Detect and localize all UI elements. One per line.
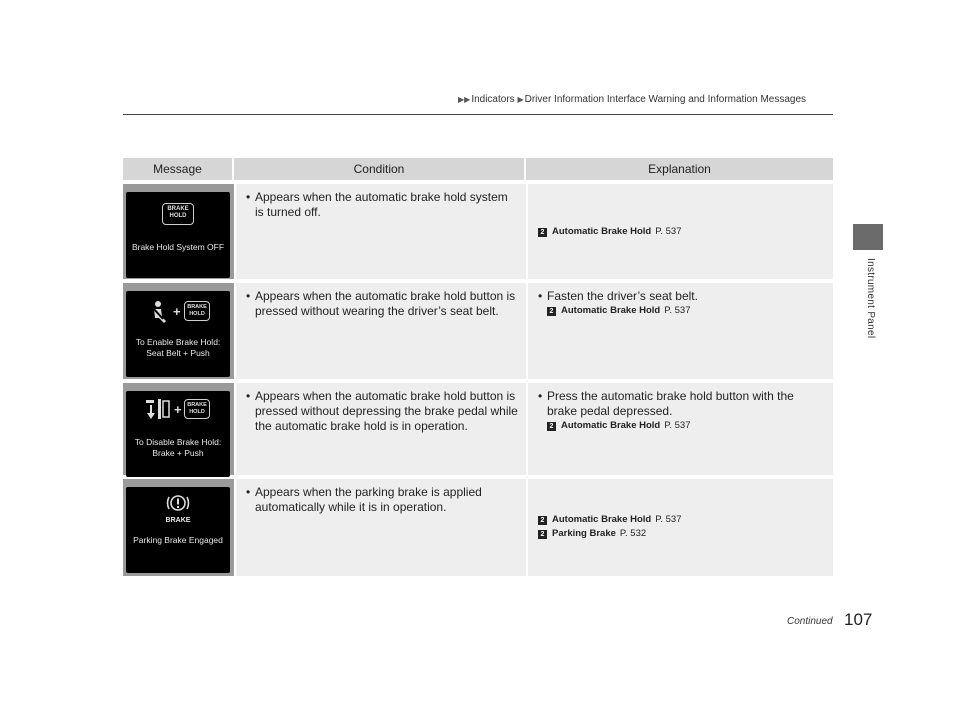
header-explanation: Explanation [648,162,711,176]
explanation-text: • Fasten the driver’s seat belt. [538,289,825,304]
cross-reference[interactable]: 2 Automatic Brake Hold P. 537 [538,513,825,527]
breadcrumb-part-1[interactable]: Indicators [471,94,515,105]
header-message: Message [123,158,234,180]
screen-text: Parking Brake Engaged [133,535,223,545]
display-screen-parking-brake-engaged [126,487,230,573]
breadcrumb [458,94,806,105]
plus-icon: + [173,304,181,319]
condition-cell [236,479,526,576]
brake-hold-icon: BRAKE HOLD [162,203,194,225]
message-cell [123,479,234,576]
condition-cell [236,383,526,475]
brake-hold-icon: BRAKE HOLD [184,399,210,419]
reference-arrow-icon: 2 [538,530,547,539]
condition-cell [236,184,526,279]
continued-label: Continued [787,616,833,627]
cross-reference[interactable]: 2 Automatic Brake Hold P. 537 [538,304,825,318]
reference-arrow-icon: 2 [547,422,556,431]
breadcrumb-part-2[interactable]: Driver Information Interface Warning and Information Messages [524,94,807,105]
parking-brake-warning-icon [165,493,191,513]
display-screen-disable-brake-hold [126,391,230,477]
screen-text-line-2: Seat Belt + Push [146,348,210,358]
section-tab-label: Instrument Panel [865,258,876,339]
explanation-text: • Press the automatic brake hold button with the brake pedal depressed. [538,389,825,419]
display-screen-brake-hold-off [126,192,230,278]
seat-belt-icon [146,299,172,325]
header-condition: Condition [234,158,526,180]
table-row [123,383,833,475]
page-number: 107 [844,610,873,629]
condition-text: • Appears when the parking brake is applied automatically while it is in operation. [246,485,518,515]
triangle-right-icon: ▶ [517,95,524,104]
header-divider [123,114,833,115]
display-screen-enable-brake-hold [126,291,230,377]
table-header [123,158,833,180]
screen-text: Brake Hold System OFF [131,242,225,252]
screen-text-line-2: Brake + Push [152,448,204,458]
condition-text: • Appears when the automatic brake hold button is pressed without wearing the driver’s seat belt. [246,289,518,319]
table-row [123,283,833,379]
section-tab-marker [853,224,883,250]
explanation-cell [528,479,833,576]
screen-text-line-1: To Enable Brake Hold: [135,337,221,347]
table-row [123,479,833,576]
triangle-right-icon: ▶▶ [458,95,471,104]
reference-arrow-icon: 2 [547,307,556,316]
reference-arrow-icon: 2 [538,516,547,525]
messages-table [123,158,833,576]
brake-pedal-icon [144,397,174,423]
condition-text: • Appears when the automatic brake hold button is pressed without depressing the brake pedal while the automatic brake hold is in operation. [246,389,518,434]
brake-label: BRAKE [165,517,191,524]
explanation-cell [528,283,833,379]
screen-text-line-1: To Disable Brake Hold: [134,437,222,447]
message-cell [123,184,234,279]
message-cell [123,283,234,379]
cross-reference[interactable]: 2 Automatic Brake Hold P. 537 [538,225,825,239]
condition-cell [236,283,526,379]
reference-arrow-icon: 2 [538,228,547,237]
plus-icon: + [174,402,182,417]
condition-text: • Appears when the automatic brake hold system is turned off. [246,190,518,220]
cross-reference[interactable]: 2 Automatic Brake Hold P. 537 [538,419,825,433]
brake-hold-icon: BRAKE HOLD [184,301,210,321]
explanation-cell [528,184,833,279]
table-row [123,184,833,279]
explanation-cell [528,383,833,475]
message-cell [123,383,234,475]
cross-reference[interactable]: 2 Parking Brake P. 532 [538,527,825,541]
